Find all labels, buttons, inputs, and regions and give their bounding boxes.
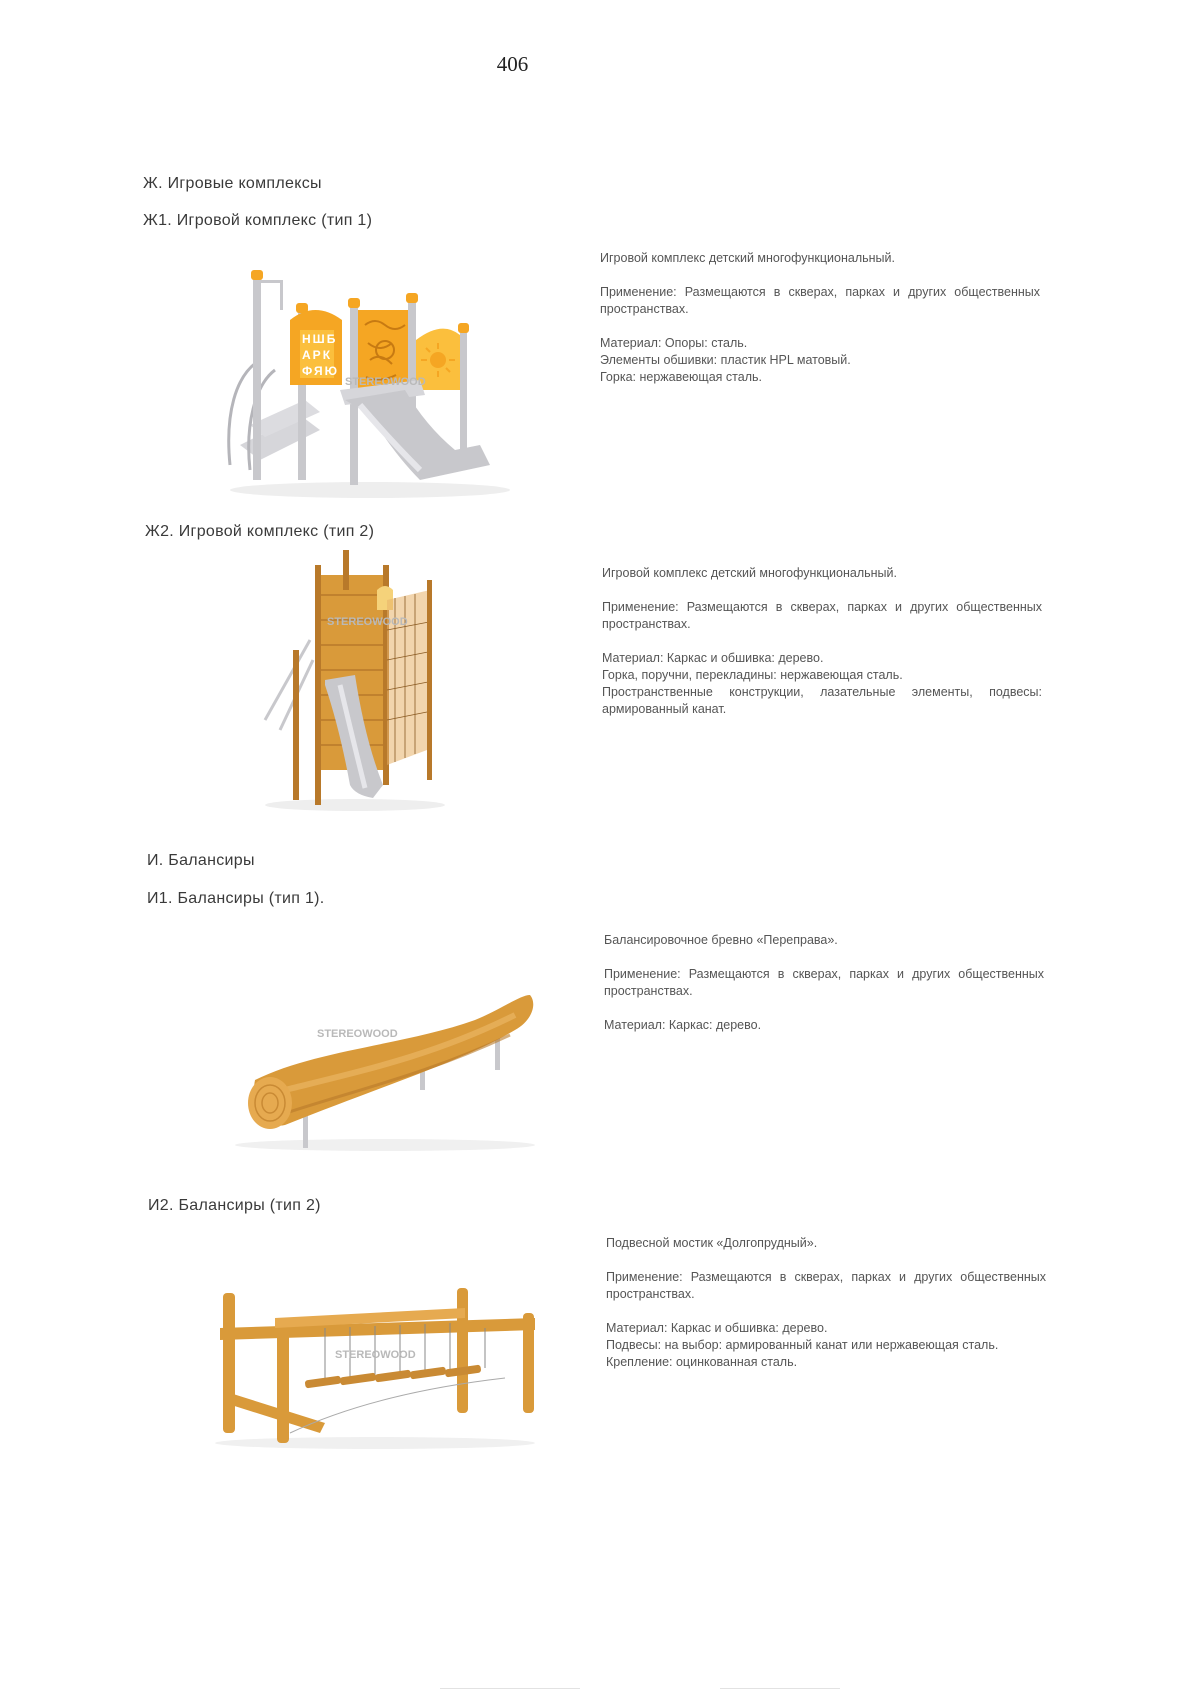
playground-complex-type2-image	[255, 550, 455, 815]
panel-letters-row2: А Р К	[302, 348, 331, 362]
section-heading-balancers: И. Балансиры	[147, 852, 255, 869]
desc-zh2-application: Применение: Размещаются в скверах, парках и других общественных пространствах.	[602, 600, 1042, 631]
item-title-i1: И1. Балансиры (тип 1).	[147, 890, 325, 907]
footer-divider	[720, 1688, 840, 1689]
watermark-zh2: STEREOWOOD	[327, 616, 408, 628]
desc-zh2-material: Материал: Каркас и обшивка: дерево. Горка, поручни, перекладины: нержавеющая сталь. Пространственные конструкции, лазательные элементы, подвесы: армированный канат.	[602, 651, 1042, 716]
desc-i1-summary: Балансировочное бревно «Переправа».	[604, 933, 838, 947]
watermark-i1: STEREOWOOD	[317, 1028, 398, 1040]
item-title-zh2: Ж2. Игровой комплекс (тип 2)	[145, 523, 375, 540]
item-title-zh1: Ж1. Игровой комплекс (тип 1)	[143, 212, 373, 229]
panel-letters-row1: Н Ш Б	[302, 332, 336, 346]
item-title-i2: И2. Балансиры (тип 2)	[148, 1197, 321, 1214]
desc-zh1-material: Материал: Опоры: сталь. Элементы обшивки: пластик HPL матовый. Горка: нержавеющая сталь.	[600, 336, 851, 384]
watermark-i2: STEREOWOOD	[335, 1349, 416, 1361]
suspension-bridge-image	[205, 1283, 545, 1453]
desc-i2-summary: Подвесной мостик «Долгопрудный».	[606, 1236, 818, 1250]
desc-i1-application: Применение: Размещаются в скверах, парках и других общественных пространствах.	[604, 967, 1044, 998]
page-number: 406	[496, 52, 529, 76]
footer-divider	[440, 1688, 580, 1689]
desc-i1-material: Материал: Каркас: дерево.	[604, 1018, 762, 1032]
description-zh1	[600, 250, 1040, 403]
desc-zh1-application: Применение: Размещаются в скверах, парках и других общественных пространствах.	[600, 285, 1040, 316]
description-i2	[606, 1235, 1046, 1388]
desc-zh1-summary: Игровой комплекс детский многофункциональный.	[600, 251, 895, 265]
desc-zh2-summary: Игровой комплекс детский многофункциональный.	[602, 566, 897, 580]
section-heading-playgrounds: Ж. Игровые комплексы	[143, 175, 322, 192]
desc-i2-material: Материал: Каркас и обшивка: дерево. Подвесы: на выбор: армированный канат или нержавеющая сталь. Крепление: оцинкованная сталь.	[606, 1321, 999, 1369]
description-i1	[604, 932, 1044, 1051]
watermark-zh1: STEREOWOOD	[345, 376, 426, 388]
panel-letters-row3: Ф Я Ю	[302, 364, 337, 378]
description-zh2	[602, 565, 1042, 735]
balance-log-image	[225, 985, 545, 1155]
playground-complex-type1-image	[220, 265, 520, 505]
desc-i2-application: Применение: Размещаются в скверах, парках и других общественных пространствах.	[606, 1270, 1046, 1301]
